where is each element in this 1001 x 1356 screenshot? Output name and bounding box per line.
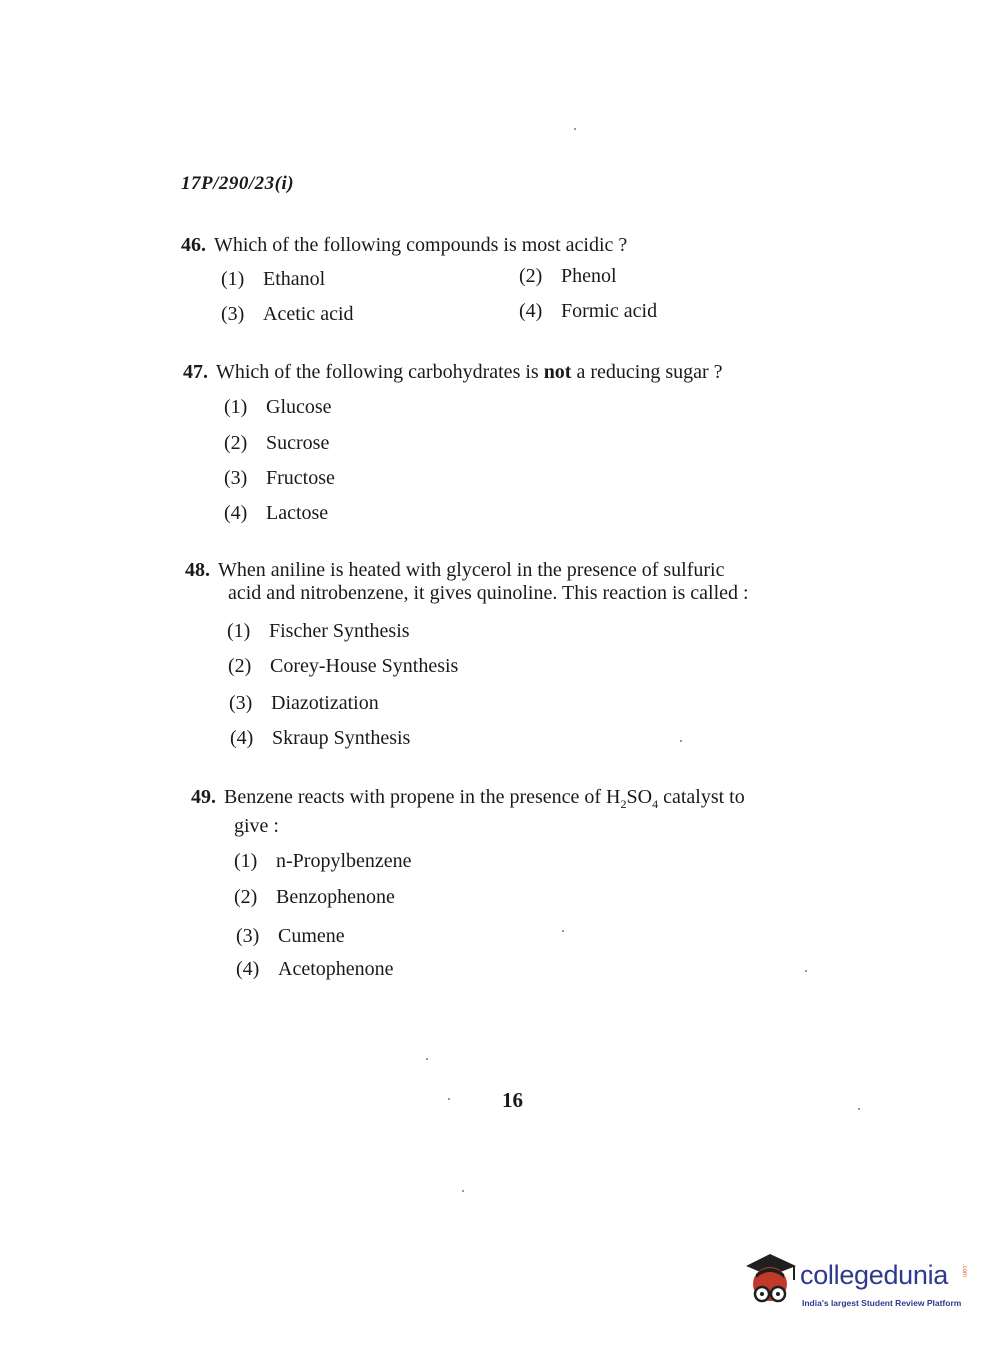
option-label: Formic acid: [561, 300, 658, 322]
option-47-2: [224, 432, 329, 455]
subscript-4: 4: [652, 796, 659, 811]
scan-speck: [562, 930, 564, 932]
option-49-4: [236, 958, 394, 981]
option-label: Cumene: [278, 925, 345, 947]
scan-speck: [426, 1058, 428, 1060]
option-label: Sucrose: [266, 432, 330, 454]
option-47-1: [224, 396, 332, 419]
option-label: Diazotization: [271, 692, 379, 714]
page-number: 16: [502, 1088, 523, 1112]
question-text-after: catalyst to: [658, 786, 745, 808]
option-number: (3): [236, 925, 260, 947]
scan-speck: [858, 1108, 860, 1110]
option-46-3: [221, 303, 354, 326]
option-label: Fischer Synthesis: [269, 620, 410, 642]
question-number: 48.: [185, 559, 210, 581]
option-label: Glucose: [266, 396, 332, 418]
question-text-line1: When aniline is heated with glycerol in the presence of sulfuric: [218, 559, 725, 581]
question-46: [181, 230, 627, 260]
question-number: 47.: [183, 361, 208, 383]
logo-tagline: India's largest Student Review Platform: [802, 1298, 962, 1308]
option-number: (4): [224, 502, 248, 524]
option-46-4: [519, 300, 657, 323]
question-49-line2: give :: [234, 815, 279, 837]
question-number: 49.: [191, 786, 216, 808]
scan-speck: [448, 1098, 450, 1100]
option-label: n-Propylbenzene: [276, 850, 412, 872]
option-label: Corey-House Synthesis: [270, 655, 459, 677]
logo-suffix: .com: [961, 1264, 967, 1278]
option-number: (2): [519, 265, 543, 287]
option-48-4: [230, 727, 410, 750]
subscript-2: 2: [620, 796, 627, 811]
question-text-mid: SO: [626, 786, 653, 808]
question-text-before: Benzene reacts with propene in the presence of H: [224, 786, 621, 808]
paper-code: 17P/290/23(i): [181, 173, 295, 194]
scan-speck: [462, 1190, 464, 1192]
option-49-1: [234, 850, 412, 873]
option-number: (3): [224, 467, 248, 489]
option-number: (4): [230, 727, 254, 749]
option-48-2: [228, 655, 458, 678]
option-number: (4): [519, 300, 543, 322]
option-label: Acetophenone: [278, 958, 394, 980]
question-text-emphasis: not: [543, 361, 572, 383]
option-label: Ethanol: [263, 268, 326, 290]
option-label: Skraup Synthesis: [272, 727, 411, 749]
question-48: [185, 555, 724, 585]
question-47: [183, 357, 723, 387]
option-number: (3): [229, 692, 253, 714]
option-number: (1): [224, 396, 248, 418]
option-49-2: [234, 886, 395, 909]
question-48-line2: acid and nitrobenzene, it gives quinoline. This reaction is called :: [228, 582, 749, 604]
option-47-3: [224, 467, 335, 490]
option-number: (3): [221, 303, 245, 325]
collegedunia-logo: [742, 1250, 972, 1322]
option-number: (1): [221, 268, 245, 290]
option-number: (2): [224, 432, 248, 454]
logo-name: collegedunia: [800, 1260, 949, 1290]
option-label: Lactose: [266, 502, 329, 524]
option-46-1: [221, 268, 325, 291]
option-48-3: [229, 692, 379, 715]
option-label: Phenol: [561, 265, 617, 287]
scan-speck: [574, 128, 576, 130]
question-49: [191, 782, 745, 819]
option-number: (1): [227, 620, 251, 642]
option-number: (4): [236, 958, 260, 980]
question-number: 46.: [181, 234, 206, 256]
option-label: Acetic acid: [263, 303, 354, 325]
option-number: (1): [234, 850, 258, 872]
option-46-2: [519, 265, 617, 288]
scan-speck: [805, 970, 807, 972]
option-49-3: [236, 925, 345, 948]
question-text: Which of the following compounds is most acidic ?: [214, 234, 628, 256]
option-label: Benzophenone: [276, 886, 395, 908]
option-number: (2): [228, 655, 252, 677]
question-text-before: Which of the following carbohydrates is: [216, 361, 544, 383]
mascot-icon: [742, 1250, 798, 1314]
scan-speck: [680, 740, 682, 742]
option-number: (2): [234, 886, 258, 908]
option-48-1: [227, 620, 410, 643]
option-47-4: [224, 502, 328, 525]
question-text-after: a reducing sugar ?: [571, 361, 723, 383]
option-label: Fructose: [266, 467, 335, 489]
